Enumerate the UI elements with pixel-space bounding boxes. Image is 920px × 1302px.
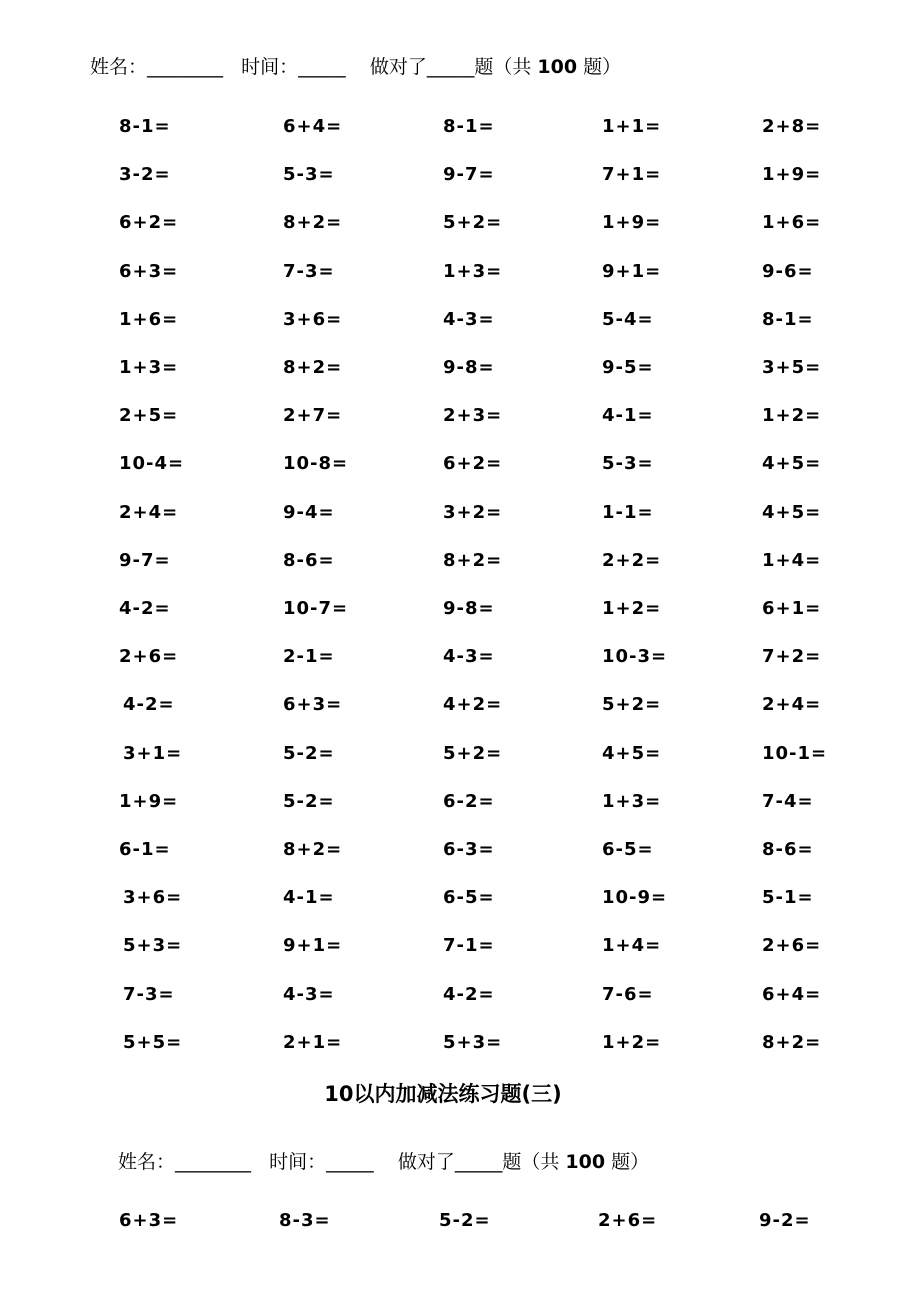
problem-item: 6+4=	[283, 116, 343, 137]
problem-item: 1+3=	[119, 357, 179, 378]
problem-item: 4-1=	[283, 887, 335, 909]
problem-item: 1+4=	[602, 935, 662, 957]
problem-item: 4-1=	[602, 405, 654, 427]
problem-item: 5-2=	[283, 790, 335, 812]
problem-item: 5+2=	[602, 694, 662, 716]
problem-item: 3+2=	[443, 501, 503, 523]
problem-item: 2+4=	[762, 694, 822, 716]
problem-item: 1+4=	[762, 549, 822, 571]
problem-item: 4-2=	[123, 694, 175, 716]
problem-item: 8+2=	[283, 212, 343, 234]
problem-item: 3+6=	[123, 887, 183, 909]
problem-item: 1+3=	[443, 260, 503, 282]
problem-item: 9-7=	[443, 164, 495, 186]
time-field-label: 时间：_____	[241, 56, 346, 78]
problem-item: 1+2=	[602, 1031, 662, 1053]
problem-item: 1+3=	[602, 790, 662, 812]
score-field-label: 做对了_____题（共	[369, 56, 532, 78]
problem-item: 7-4=	[762, 790, 814, 812]
problem-item: 9+1=	[283, 935, 343, 957]
problem-item: 1+9=	[602, 212, 662, 234]
problem-item: 5+3=	[123, 935, 183, 957]
problem-item: 4+5=	[762, 501, 822, 523]
problem-item: 6-3=	[443, 839, 495, 860]
problem-item: 2+2=	[602, 549, 662, 571]
problem-item: 9-8=	[443, 598, 495, 619]
problem-item: 10-1=	[762, 742, 828, 764]
problem-item: 4-3=	[443, 308, 495, 330]
problem-item: 2-1=	[283, 646, 335, 668]
total-count: 100	[565, 1151, 606, 1173]
problem-item: 9-2=	[759, 1210, 811, 1231]
problem-item: 6-2=	[443, 790, 495, 812]
problem-item: 7-3=	[283, 260, 335, 282]
problem-item: 1+9=	[119, 790, 179, 812]
problem-item: 1+6=	[119, 308, 179, 330]
problem-item: 9-7=	[119, 549, 171, 571]
problem-item: 8-1=	[119, 116, 171, 137]
problem-item: 2+3=	[443, 405, 503, 427]
problem-item: 7-3=	[123, 983, 175, 1005]
problem-item: 3+1=	[123, 742, 183, 764]
problem-item: 9-8=	[443, 357, 495, 378]
problem-item: 5+2=	[443, 742, 503, 764]
problem-item: 1+1=	[602, 116, 662, 137]
problem-item: 5-3=	[283, 164, 335, 186]
problem-item: 4+2=	[443, 694, 503, 716]
name-field-label: 姓名：________	[118, 1151, 252, 1173]
problem-item: 3-2=	[119, 164, 171, 186]
total-count: 100	[537, 56, 578, 78]
worksheet-header-2	[118, 1147, 649, 1177]
problem-item: 2+1=	[283, 1031, 343, 1053]
problem-item: 1+2=	[602, 598, 662, 619]
problem-item: 8-6=	[283, 549, 335, 571]
problem-item: 2+4=	[119, 501, 179, 523]
problem-item: 1-1=	[602, 501, 654, 523]
problem-item: 5+2=	[443, 212, 503, 234]
problem-item: 5+3=	[443, 1031, 503, 1053]
problem-item: 7-6=	[602, 983, 654, 1005]
section-title: 10以内加减法练习题(三)	[324, 1082, 562, 1106]
problem-item: 4-2=	[443, 983, 495, 1005]
problem-item: 8-3=	[279, 1210, 331, 1231]
problem-item: 5-3=	[602, 453, 654, 475]
problem-item: 6-1=	[119, 839, 171, 860]
problem-item: 6-5=	[443, 887, 495, 909]
problem-item: 8+2=	[283, 357, 343, 378]
problem-item: 2+8=	[762, 116, 822, 137]
problem-item: 4+5=	[762, 453, 822, 475]
score-field-label: 做对了_____题（共	[397, 1151, 560, 1173]
problem-item: 4-3=	[443, 646, 495, 668]
worksheet-header	[90, 52, 621, 82]
name-field-label: 姓名：________	[90, 56, 224, 78]
problem-item: 10-9=	[602, 887, 668, 909]
problem-item: 5-2=	[283, 742, 335, 764]
problem-item: 9-5=	[602, 357, 654, 378]
problem-item: 7+2=	[762, 646, 822, 668]
problem-item: 8-6=	[762, 839, 814, 860]
score-suffix: 题）	[583, 56, 622, 78]
problem-item: 2+6=	[598, 1210, 658, 1231]
score-suffix: 题）	[611, 1151, 650, 1173]
problem-item: 1+6=	[762, 212, 822, 234]
problem-item: 6+3=	[283, 694, 343, 716]
problem-item: 7-1=	[443, 935, 495, 957]
problem-item: 6+4=	[762, 983, 822, 1005]
problem-item: 8+2=	[283, 839, 343, 860]
problem-item: 5+5=	[123, 1031, 183, 1053]
problem-item: 9-4=	[283, 501, 335, 523]
problem-item: 3+6=	[283, 308, 343, 330]
problem-item: 2+6=	[762, 935, 822, 957]
problem-item: 9-6=	[762, 260, 814, 282]
problem-item: 6+2=	[119, 212, 179, 234]
problem-item: 4-2=	[119, 598, 171, 619]
problem-item: 8-1=	[762, 308, 814, 330]
problem-item: 10-4=	[119, 453, 185, 475]
problem-item: 8+2=	[443, 549, 503, 571]
problem-item: 10-8=	[283, 453, 349, 475]
problem-item: 8+2=	[762, 1031, 822, 1053]
problem-item: 2+7=	[283, 405, 343, 427]
problem-item: 9+1=	[602, 260, 662, 282]
problem-item: 7+1=	[602, 164, 662, 186]
time-field-label: 时间：_____	[269, 1151, 374, 1173]
problem-item: 3+5=	[762, 357, 822, 378]
problem-item: 6+3=	[119, 1210, 179, 1231]
problem-item: 10-7=	[283, 598, 349, 619]
problem-item: 5-2=	[439, 1210, 491, 1231]
problem-item: 5-1=	[762, 887, 814, 909]
problem-item: 6-5=	[602, 839, 654, 860]
problem-item: 4-3=	[283, 983, 335, 1005]
problem-item: 6+3=	[119, 260, 179, 282]
problem-item: 1+9=	[762, 164, 822, 186]
problem-item: 8-1=	[443, 116, 495, 137]
problem-item: 6+2=	[443, 453, 503, 475]
problem-item: 2+6=	[119, 646, 179, 668]
problem-item: 6+1=	[762, 598, 822, 619]
problem-item: 4+5=	[602, 742, 662, 764]
problem-item: 5-4=	[602, 308, 654, 330]
problem-item: 2+5=	[119, 405, 179, 427]
problem-item: 1+2=	[762, 405, 822, 427]
problem-item: 10-3=	[602, 646, 668, 668]
